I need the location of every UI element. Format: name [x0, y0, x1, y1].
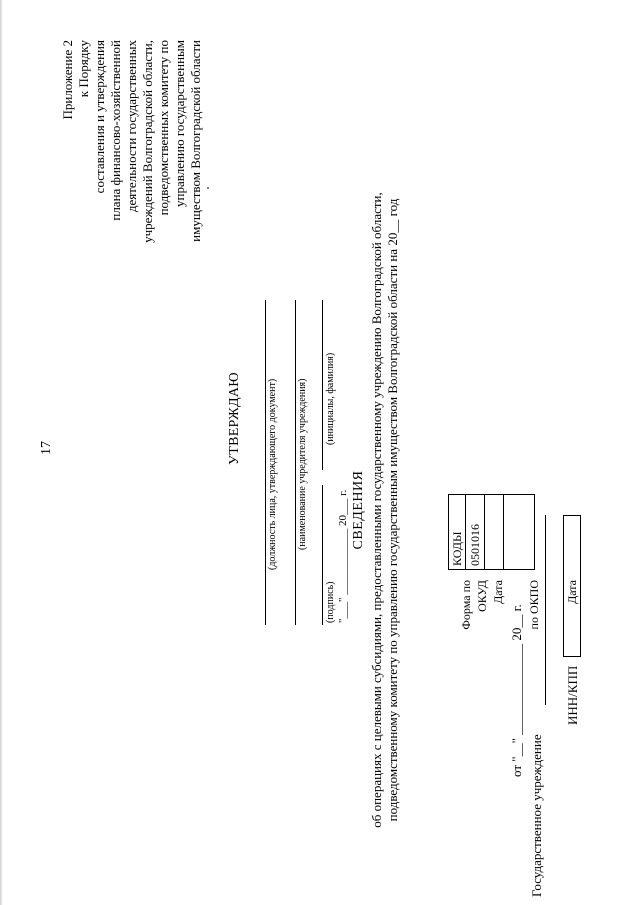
appendix-line: учреждений Волгоградской области,: [140, 40, 155, 243]
page-number: 17: [39, 441, 54, 455]
okud-label-1: Форма по: [459, 580, 473, 630]
institution-line: [545, 515, 546, 705]
appendix-line: Приложение 2: [60, 40, 75, 120]
report-date-line: от "__" ______________ 20__ г.: [509, 604, 524, 777]
okud-label-2: ОКУД: [475, 580, 489, 612]
okpo-label: по ОКПО: [527, 580, 541, 630]
okpo-code-cell[interactable]: [504, 495, 535, 570]
document-title: СВЕДЕНИЯ: [351, 470, 366, 550]
position-caption: (должность лица, утверждающего документ): [267, 378, 278, 570]
appendix-line: имуществом Волгоградской области: [188, 40, 203, 242]
title-line-2: подведомственному комитету по управлению государственным имуществом Волгоградской области на 20__ год: [385, 198, 400, 822]
okud-code: 0501016: [466, 495, 485, 570]
position-line: [265, 300, 266, 625]
date-code-cell[interactable]: [485, 495, 504, 570]
signature-line: [322, 485, 323, 625]
appendix-line: деятельности государственных: [124, 40, 139, 213]
appendix-block: [60, 40, 204, 370]
appendix-line: составления и утверждения: [92, 40, 107, 194]
appendix-line: к Порядку: [76, 40, 91, 98]
name-caption: (инициалы, фамилия): [325, 352, 336, 445]
institution-label: Государственное учреждение: [529, 734, 544, 897]
founder-line: [295, 300, 296, 625]
date-label: Дата: [491, 580, 505, 604]
codes-table: [448, 494, 535, 570]
title-line-1: об операциях с целевыми субсидиями, предоставленными государственному учреждению Волгоградской области,: [369, 192, 384, 828]
inn-label: ИНН/КПП: [565, 665, 580, 725]
appendix-line: плана финансово-хозяйственной: [108, 40, 123, 221]
approval-heading: УТВЕРЖДАЮ: [227, 372, 242, 465]
appendix-line: подведомственных комитету по: [156, 40, 171, 216]
signature-caption: (подпись): [325, 581, 336, 623]
date-label-2: Дата: [565, 580, 579, 604]
approval-date-line: "___" ____________ 20___ г.: [337, 489, 349, 623]
founder-caption: (наименование учредителя учреждения): [297, 378, 308, 550]
appendix-line: управлению государственным: [172, 40, 187, 207]
codes-header: КОДЫ: [449, 495, 466, 570]
name-line: [322, 300, 323, 470]
